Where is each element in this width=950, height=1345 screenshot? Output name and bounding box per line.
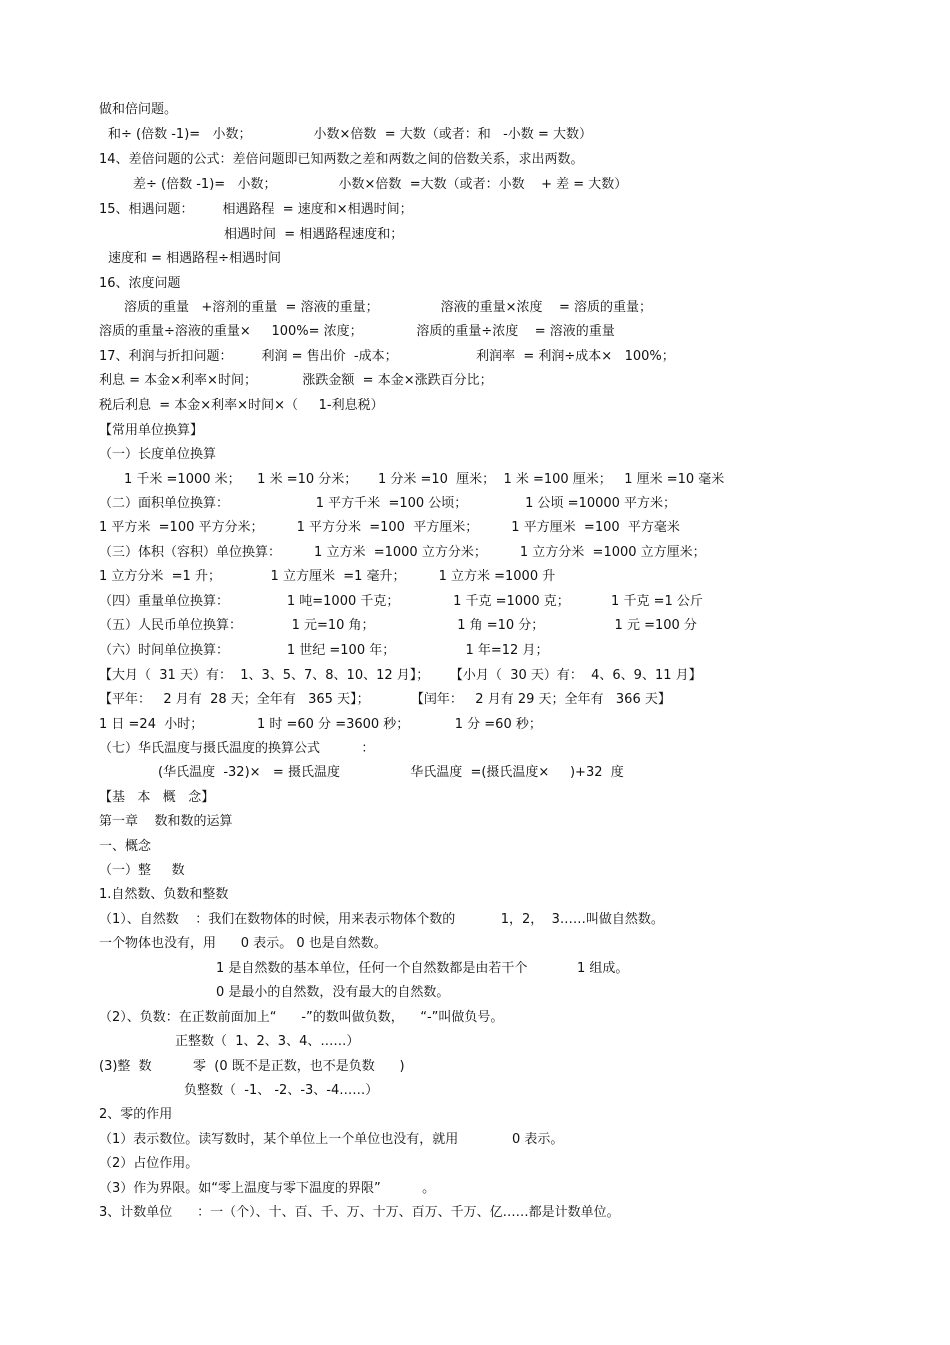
text-line: 1.自然数、负数和整数 bbox=[99, 887, 229, 902]
section-heading: 【基 本 概 念】 bbox=[99, 790, 215, 805]
text-line: （3）作为界限。如“零上温度与零下温度的界限” 。 bbox=[99, 1181, 436, 1196]
text-line: 17、利润与折扣问题： 利润 = 售出价 -成本； 利润率 = 利润÷成本× 100%； bbox=[99, 349, 675, 364]
text-line: 14、差倍问题的公式：差倍问题即已知两数之差和两数之间的倍数关系，求出两数。 bbox=[99, 152, 584, 167]
section-heading: 【常用单位换算】 bbox=[99, 423, 204, 438]
text-line: 15、相遇问题： 相遇路程 = 速度和×相遇时间； bbox=[99, 202, 413, 217]
text-line: （四）重量单位换算： 1 吨=1000 千克； 1 千克 =1000 克； 1 千克 =1 公斤 bbox=[99, 594, 703, 609]
text-line: 正整数（ 1、2、3、4、……） bbox=[175, 1034, 360, 1049]
text-line: 速度和 = 相遇路程÷相遇时间 bbox=[108, 251, 282, 266]
text-line: （六）时间单位换算： 1 世纪 =100 年； 1 年=12 月； bbox=[99, 643, 549, 658]
text-line: 16、浓度问题 bbox=[99, 276, 181, 291]
text-line: （2）占位作用。 bbox=[99, 1156, 199, 1171]
text-line: 1 是自然数的基本单位，任何一个自然数都是由若干个 1 组成。 bbox=[216, 961, 629, 976]
text-line: （1）表示数位。读写数时，某个单位上一个单位也没有，就用 0 表示。 bbox=[99, 1132, 564, 1147]
text-line: （1）、自然数 ：我们在数物体的时候，用来表示物体个数的 1，2， 3……叫做自然数。 bbox=[99, 912, 664, 927]
text-line: 2、零的作用 bbox=[99, 1107, 173, 1122]
text-line: 做和倍问题。 bbox=[99, 102, 178, 117]
text-line: 利息 = 本金×利率×时间； 涨跌金额 = 本金×涨跌百分比； bbox=[99, 373, 493, 388]
text-line: （二）面积单位换算： 1 平方千米 =100 公顷； 1 公顷 =10000 平方米； bbox=[99, 496, 677, 511]
text-line: 负整数（ -1、 -2、-3、-4……） bbox=[184, 1083, 379, 1098]
text-line: 一个物体也没有，用 0 表示。 0 也是自然数。 bbox=[99, 936, 387, 951]
text-line: 【平年： 2 月有 28 天；全年有 365 天】； 【闰年： 2 月有 29 天；全年有 366 天】 bbox=[99, 692, 671, 707]
chapter-heading: 第一章 数和数的运算 bbox=[99, 814, 233, 829]
text-line: （五）人民币单位换算： 1 元=10 角； 1 角 =10 分； 1 元 =100 分 bbox=[99, 618, 697, 633]
text-line: 差÷ (倍数 -1)= 小数； 小数×倍数 =大数（或者：小数 + 差 = 大数） bbox=[133, 177, 628, 192]
text-line: 和÷ (倍数 -1)= 小数； 小数×倍数 = 大数（或者：和 -小数 = 大数） bbox=[108, 127, 592, 142]
text-line: （三）体积（容积）单位换算： 1 立方米 =1000 立方分米； 1 立方分米 =1000 立方厘米； bbox=[99, 545, 706, 560]
text-line: 1 日 =24 小时； 1 时 =60 分 =3600 秒； 1 分 =60 秒； bbox=[99, 717, 542, 732]
text-line: 相遇时间 = 相遇路程速度和； bbox=[224, 227, 404, 242]
text-line: 溶质的重量÷溶液的重量× 100%= 浓度； 溶质的重量÷浓度 = 溶液的重量 bbox=[99, 324, 615, 339]
text-line: （一）长度单位换算 bbox=[99, 447, 217, 462]
text-line: (3)整 数 零 (0 既不是正数，也不是负数 ) bbox=[99, 1059, 405, 1074]
text-line: 1 平方米 =100 平方分米； 1 平方分米 =100 平方厘米； 1 平方厘米 =100 平方毫米 bbox=[99, 520, 680, 535]
text-line: 税后利息 = 本金×利率×时间×（ 1-利息税） bbox=[99, 398, 384, 413]
text-line: （一）整 数 bbox=[99, 863, 185, 878]
text-line: 一、概念 bbox=[99, 839, 152, 854]
text-line: （七）华氏温度与摄氏温度的换算公式 ： bbox=[99, 741, 375, 756]
text-line: 1 立方分米 =1 升； 1 立方厘米 =1 毫升； 1 立方米 =1000 升 bbox=[99, 569, 556, 584]
text-line: （2）、负数：在正数前面加上“ -”的数叫做负数， “-”叫做负号。 bbox=[99, 1010, 504, 1025]
text-line: 1 千米 =1000 米； 1 米 =10 分米； 1 分米 =10 厘米； 1 米 =100 厘米； 1 厘米 =10 毫米 bbox=[124, 472, 725, 487]
text-line: 【大月（ 31 天）有： 1、3、5、7、8、10、12 月】； 【小月（ 30 天）有： 4、6、9、11 月】 bbox=[99, 668, 702, 683]
text-line: (华氏温度 -32)× = 摄氏温度 华氏温度 =(摄氏温度× )+32 度 bbox=[158, 765, 624, 780]
text-line: 3、计数单位 ：一（个）、十、百、千、万、十万、百万、千万、亿……都是计数单位。 bbox=[99, 1205, 620, 1220]
text-line: 0 是最小的自然数，没有最大的自然数。 bbox=[216, 985, 450, 1000]
text-line: 溶质的重量 +溶剂的重量 = 溶液的重量； 溶液的重量×浓度 = 溶质的重量； bbox=[124, 300, 653, 315]
